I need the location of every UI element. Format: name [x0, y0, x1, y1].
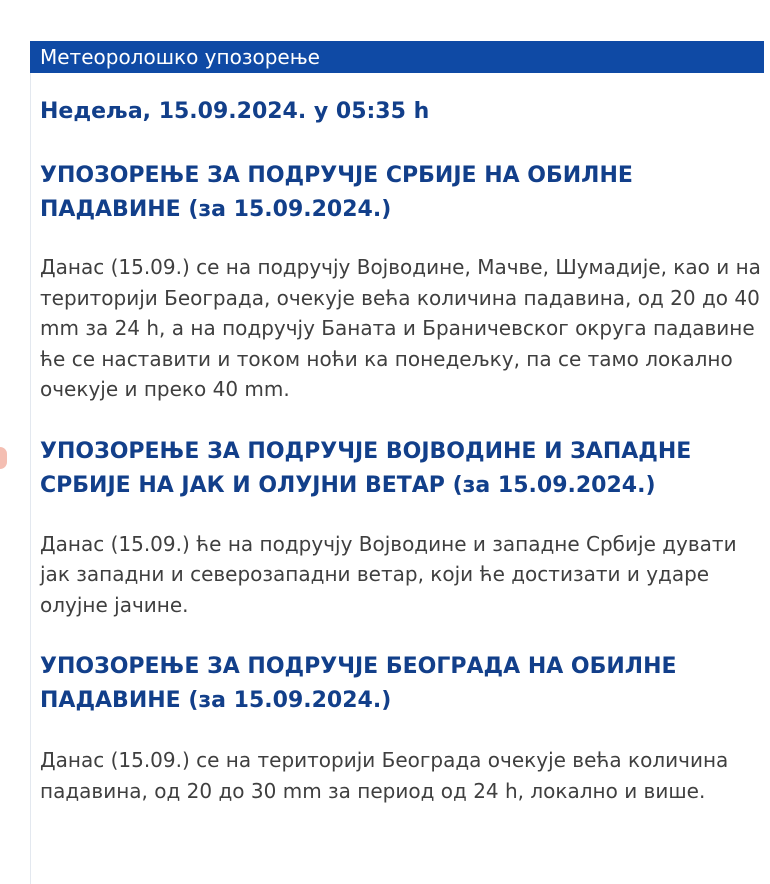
section-header-title: Метеоролошко упозорење [40, 45, 320, 69]
issue-date: Недеља, 15.09.2024. у 05:35 h [40, 99, 430, 124]
edge-marker [0, 447, 7, 469]
warning-body-2: Данас (15.09.) ће на подручју Војводине и западне Србије дувати јак западни и северозападни ветар, који ће достизати и ударе олујне јачине. [40, 531, 737, 617]
warning-title-3: УПОЗОРЕЊЕ ЗА ПОДРУЧЈЕ БЕОГРАДА НА ОБИЛНЕ ПАДАВИНЕ (за 15.09.2024.) [40, 654, 677, 713]
section-header [30, 41, 764, 73]
warning-body-1: Данас (15.09.) се на подручју Војводине, Мачве, Шумадије, као и на територији Београда, очекује већа количина падавина, од 20 до 40 mm за 24 h, а на подручју Баната и Браничевског округа падавине ће се наставити и током ноћи ка понедељку, па се тамо локално очекује и преко 40 mm. [40, 255, 761, 401]
top-strip [30, 0, 770, 40]
warning-title-1: УПОЗОРЕЊЕ ЗА ПОДРУЧЈЕ СРБИЈЕ НА ОБИЛНЕ ПАДАВИНЕ (за 15.09.2024.) [40, 163, 633, 222]
content-border [30, 73, 31, 884]
warning-content [40, 95, 762, 806]
warning-body-3: Данас (15.09.) се на територији Београда очекује већа количина падавина, од 20 до 30 mm за период од 24 h, локално и више. [40, 748, 729, 803]
warning-title-2: УПОЗОРЕЊЕ ЗА ПОДРУЧЈЕ ВОЈВОДИНЕ И ЗАПАДНЕ СРБИЈЕ НА ЈАК И ОЛУЈНИ ВЕТАР (за 15.09.2024.) [40, 438, 692, 498]
